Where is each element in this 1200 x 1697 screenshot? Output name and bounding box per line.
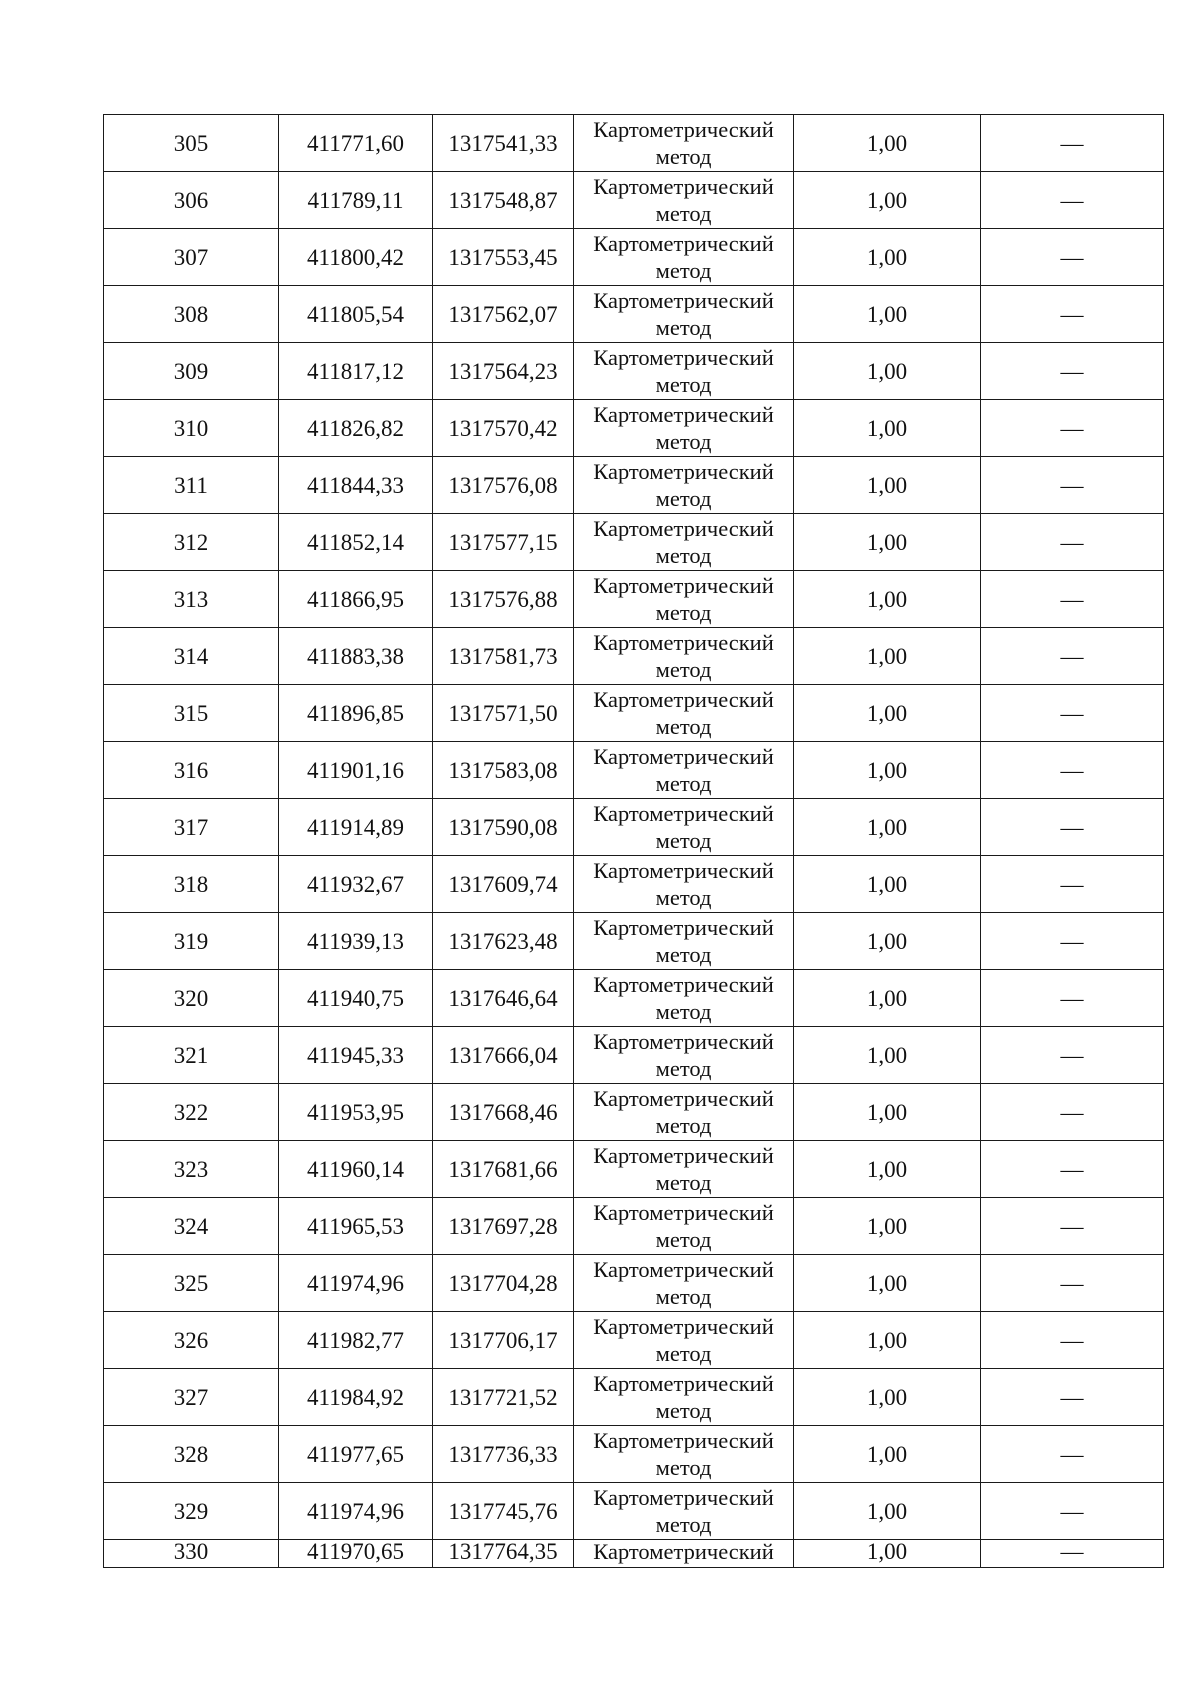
x-coordinate-cell: 411771,60 [279, 115, 433, 172]
extra-cell: — [981, 1255, 1164, 1312]
x-coordinate-cell: 411982,77 [279, 1312, 433, 1369]
method-line-2: метод [655, 429, 712, 454]
extra-cell: — [981, 571, 1164, 628]
table-row [104, 970, 1164, 1027]
table-row [104, 457, 1164, 514]
table-row [104, 1312, 1164, 1369]
extra-cell: — [981, 1198, 1164, 1255]
accuracy-cell: 1,00 [794, 1369, 981, 1426]
extra-cell: — [981, 115, 1164, 172]
x-coordinate-cell: 411977,65 [279, 1426, 433, 1483]
x-coordinate-cell: 411789,11 [279, 172, 433, 229]
x-coordinate-cell: 411945,33 [279, 1027, 433, 1084]
y-coordinate-cell: 1317668,46 [433, 1084, 574, 1141]
method-cell [574, 685, 794, 742]
point-number-cell: 315 [104, 685, 279, 742]
accuracy-cell: 1,00 [794, 1312, 981, 1369]
point-number-cell: 324 [104, 1198, 279, 1255]
table-row [104, 286, 1164, 343]
x-coordinate-cell: 411974,96 [279, 1483, 433, 1540]
method-cell [574, 742, 794, 799]
y-coordinate-cell: 1317583,08 [433, 742, 574, 799]
point-number-cell: 330 [104, 1540, 279, 1568]
table-row [104, 1483, 1164, 1540]
table-row [104, 1426, 1164, 1483]
method-line-2: метод [655, 486, 712, 511]
x-coordinate-cell: 411844,33 [279, 457, 433, 514]
method-cell [574, 1027, 794, 1084]
y-coordinate-cell: 1317646,64 [433, 970, 574, 1027]
accuracy-cell: 1,00 [794, 1027, 981, 1084]
table-row [104, 856, 1164, 913]
point-number-cell: 308 [104, 286, 279, 343]
x-coordinate-cell: 411953,95 [279, 1084, 433, 1141]
accuracy-cell: 1,00 [794, 628, 981, 685]
method-cell [574, 1369, 794, 1426]
method-cell [574, 1141, 794, 1198]
y-coordinate-cell: 1317623,48 [433, 913, 574, 970]
y-coordinate-cell: 1317609,74 [433, 856, 574, 913]
point-number-cell: 328 [104, 1426, 279, 1483]
y-coordinate-cell: 1317570,42 [433, 400, 574, 457]
y-coordinate-cell: 1317576,88 [433, 571, 574, 628]
y-coordinate-cell: 1317736,33 [433, 1426, 574, 1483]
table-row [104, 1084, 1164, 1141]
accuracy-cell: 1,00 [794, 229, 981, 286]
method-line-1: Картометрический [593, 1086, 774, 1111]
method-line-1: Картометрический [593, 459, 774, 484]
y-coordinate-cell: 1317721,52 [433, 1369, 574, 1426]
method-line-2: метод [655, 771, 712, 796]
method-cell [574, 856, 794, 913]
accuracy-cell: 1,00 [794, 400, 981, 457]
y-coordinate-cell: 1317577,15 [433, 514, 574, 571]
table-row [104, 799, 1164, 856]
table-row [104, 1540, 1164, 1568]
point-number-cell: 316 [104, 742, 279, 799]
accuracy-cell: 1,00 [794, 571, 981, 628]
extra-cell: — [981, 457, 1164, 514]
method-line-2: метод [655, 258, 712, 283]
method-cell [574, 343, 794, 400]
x-coordinate-cell: 411901,16 [279, 742, 433, 799]
table-row [104, 685, 1164, 742]
point-number-cell: 321 [104, 1027, 279, 1084]
y-coordinate-cell: 1317548,87 [433, 172, 574, 229]
extra-cell: — [981, 799, 1164, 856]
accuracy-cell: 1,00 [794, 1426, 981, 1483]
accuracy-cell: 1,00 [794, 1198, 981, 1255]
method-cell [574, 1198, 794, 1255]
extra-cell: — [981, 343, 1164, 400]
method-cell [574, 628, 794, 685]
table-row [104, 1369, 1164, 1426]
extra-cell: — [981, 1369, 1164, 1426]
method-cell [574, 913, 794, 970]
y-coordinate-cell: 1317576,08 [433, 457, 574, 514]
method-line-1: Картометрический [593, 1371, 774, 1396]
table-row [104, 1198, 1164, 1255]
table-row [104, 742, 1164, 799]
method-line-1: Картометрический [593, 687, 774, 712]
point-number-cell: 323 [104, 1141, 279, 1198]
method-cell [574, 1426, 794, 1483]
y-coordinate-cell: 1317764,35 [433, 1540, 574, 1568]
y-coordinate-cell: 1317571,50 [433, 685, 574, 742]
extra-cell: — [981, 628, 1164, 685]
method-cell [574, 1540, 794, 1568]
method-line-1: Картометрический [593, 174, 774, 199]
point-number-cell: 327 [104, 1369, 279, 1426]
point-number-cell: 329 [104, 1483, 279, 1540]
y-coordinate-cell: 1317697,28 [433, 1198, 574, 1255]
extra-cell: — [981, 970, 1164, 1027]
extra-cell: — [981, 913, 1164, 970]
table-row [104, 1027, 1164, 1084]
x-coordinate-cell: 411984,92 [279, 1369, 433, 1426]
table-row [104, 571, 1164, 628]
table-row [104, 514, 1164, 571]
method-line-2: метод [655, 1455, 712, 1480]
method-cell [574, 400, 794, 457]
point-number-cell: 314 [104, 628, 279, 685]
x-coordinate-cell: 411932,67 [279, 856, 433, 913]
method-cell [574, 172, 794, 229]
y-coordinate-cell: 1317564,23 [433, 343, 574, 400]
method-line-2: метод [655, 600, 712, 625]
extra-cell: — [981, 400, 1164, 457]
method-cell [574, 457, 794, 514]
accuracy-cell: 1,00 [794, 913, 981, 970]
method-line-1: Картометрический [593, 801, 774, 826]
method-cell [574, 571, 794, 628]
table-row [104, 628, 1164, 685]
method-cell [574, 229, 794, 286]
method-line-1: Картометрический [593, 231, 774, 256]
y-coordinate-cell: 1317562,07 [433, 286, 574, 343]
extra-cell: — [981, 1084, 1164, 1141]
method-line-2: метод [655, 315, 712, 340]
method-cell [574, 799, 794, 856]
table-row [104, 400, 1164, 457]
extra-cell: — [981, 1312, 1164, 1369]
x-coordinate-cell: 411883,38 [279, 628, 433, 685]
point-number-cell: 313 [104, 571, 279, 628]
point-number-cell: 310 [104, 400, 279, 457]
x-coordinate-cell: 411939,13 [279, 913, 433, 970]
point-number-cell: 311 [104, 457, 279, 514]
accuracy-cell: 1,00 [794, 799, 981, 856]
method-line-1: Картометрический [593, 1200, 774, 1225]
method-line-2: метод [655, 999, 712, 1024]
method-line-1: Картометрический [593, 915, 774, 940]
table-row [104, 913, 1164, 970]
extra-cell: — [981, 514, 1164, 571]
x-coordinate-cell: 411896,85 [279, 685, 433, 742]
accuracy-cell: 1,00 [794, 172, 981, 229]
method-line-2: метод [655, 1398, 712, 1423]
method-line-2: метод [655, 144, 712, 169]
method-cell [574, 115, 794, 172]
x-coordinate-cell: 411940,75 [279, 970, 433, 1027]
y-coordinate-cell: 1317681,66 [433, 1141, 574, 1198]
point-number-cell: 307 [104, 229, 279, 286]
method-line-2: метод [655, 885, 712, 910]
point-number-cell: 318 [104, 856, 279, 913]
method-line-2: метод [655, 1284, 712, 1309]
point-number-cell: 320 [104, 970, 279, 1027]
method-line-1: Картометрический [593, 858, 774, 883]
y-coordinate-cell: 1317704,28 [433, 1255, 574, 1312]
accuracy-cell: 1,00 [794, 115, 981, 172]
extra-cell: — [981, 742, 1164, 799]
point-number-cell: 325 [104, 1255, 279, 1312]
x-coordinate-cell: 411800,42 [279, 229, 433, 286]
method-line-2: метод [655, 1056, 712, 1081]
method-cell [574, 1312, 794, 1369]
accuracy-cell: 1,00 [794, 1483, 981, 1540]
table-row [104, 172, 1164, 229]
method-line-1: Картометрический [593, 1314, 774, 1339]
extra-cell: — [981, 685, 1164, 742]
method-line-2: метод [655, 1227, 712, 1252]
method-cell [574, 286, 794, 343]
x-coordinate-cell: 411852,14 [279, 514, 433, 571]
method-line-2: метод [655, 1341, 712, 1366]
accuracy-cell: 1,00 [794, 1255, 981, 1312]
method-line-1: Картометрический [593, 516, 774, 541]
method-line-1: Картометрический [593, 1428, 774, 1453]
method-cell [574, 514, 794, 571]
method-line-2: метод [655, 942, 712, 967]
accuracy-cell: 1,00 [794, 286, 981, 343]
method-line-2: метод [655, 201, 712, 226]
extra-cell: — [981, 172, 1164, 229]
table-row [104, 115, 1164, 172]
method-line-1: Картометрический [593, 288, 774, 313]
coordinates-table [103, 114, 1164, 1568]
extra-cell: — [981, 1027, 1164, 1084]
accuracy-cell: 1,00 [794, 1141, 981, 1198]
method-line-1: Картометрический [593, 1257, 774, 1282]
y-coordinate-cell: 1317553,45 [433, 229, 574, 286]
point-number-cell: 305 [104, 115, 279, 172]
method-cell [574, 1483, 794, 1540]
method-line-2: метод [655, 543, 712, 568]
point-number-cell: 306 [104, 172, 279, 229]
accuracy-cell: 1,00 [794, 856, 981, 913]
method-line-2: метод [655, 828, 712, 853]
method-line-1: Картометрический [593, 972, 774, 997]
y-coordinate-cell: 1317706,17 [433, 1312, 574, 1369]
table-row [104, 343, 1164, 400]
point-number-cell: 319 [104, 913, 279, 970]
x-coordinate-cell: 411960,14 [279, 1141, 433, 1198]
method-line-1: Картометрический [593, 345, 774, 370]
accuracy-cell: 1,00 [794, 457, 981, 514]
method-line-2: метод [655, 657, 712, 682]
y-coordinate-cell: 1317590,08 [433, 799, 574, 856]
method-line-1: Картометрический [593, 1539, 774, 1564]
accuracy-cell: 1,00 [794, 970, 981, 1027]
x-coordinate-cell: 411817,12 [279, 343, 433, 400]
method-line-2: метод [655, 372, 712, 397]
method-line-1: Картометрический [593, 744, 774, 769]
y-coordinate-cell: 1317581,73 [433, 628, 574, 685]
x-coordinate-cell: 411866,95 [279, 571, 433, 628]
extra-cell: — [981, 1483, 1164, 1540]
method-cell [574, 1255, 794, 1312]
point-number-cell: 309 [104, 343, 279, 400]
point-number-cell: 317 [104, 799, 279, 856]
table-row [104, 1141, 1164, 1198]
method-line-1: Картометрический [593, 1143, 774, 1168]
accuracy-cell: 1,00 [794, 1084, 981, 1141]
method-line-1: Картометрический [593, 573, 774, 598]
x-coordinate-cell: 411826,82 [279, 400, 433, 457]
accuracy-cell: 1,00 [794, 1540, 981, 1568]
accuracy-cell: 1,00 [794, 742, 981, 799]
extra-cell: — [981, 229, 1164, 286]
extra-cell: — [981, 1141, 1164, 1198]
method-line-1: Картометрический [593, 1029, 774, 1054]
x-coordinate-cell: 411965,53 [279, 1198, 433, 1255]
extra-cell: — [981, 286, 1164, 343]
point-number-cell: 312 [104, 514, 279, 571]
y-coordinate-cell: 1317666,04 [433, 1027, 574, 1084]
point-number-cell: 322 [104, 1084, 279, 1141]
method-line-1: Картометрический [593, 1485, 774, 1510]
method-cell [574, 970, 794, 1027]
accuracy-cell: 1,00 [794, 343, 981, 400]
x-coordinate-cell: 411805,54 [279, 286, 433, 343]
method-line-1: Картометрический [593, 630, 774, 655]
table-row [104, 1255, 1164, 1312]
method-line-2: метод [655, 1113, 712, 1138]
method-line-2: метод [655, 1170, 712, 1195]
x-coordinate-cell: 411974,96 [279, 1255, 433, 1312]
y-coordinate-cell: 1317745,76 [433, 1483, 574, 1540]
accuracy-cell: 1,00 [794, 685, 981, 742]
table-body [104, 115, 1164, 1568]
extra-cell: — [981, 1426, 1164, 1483]
method-line-1: Картометрический [593, 402, 774, 427]
extra-cell: — [981, 1540, 1164, 1568]
point-number-cell: 326 [104, 1312, 279, 1369]
accuracy-cell: 1,00 [794, 514, 981, 571]
y-coordinate-cell: 1317541,33 [433, 115, 574, 172]
method-line-2: метод [655, 714, 712, 739]
table-row [104, 229, 1164, 286]
x-coordinate-cell: 411914,89 [279, 799, 433, 856]
extra-cell: — [981, 856, 1164, 913]
method-cell [574, 1084, 794, 1141]
x-coordinate-cell: 411970,65 [279, 1540, 433, 1568]
method-line-1: Картометрический [593, 117, 774, 142]
method-line-2: метод [655, 1512, 712, 1537]
